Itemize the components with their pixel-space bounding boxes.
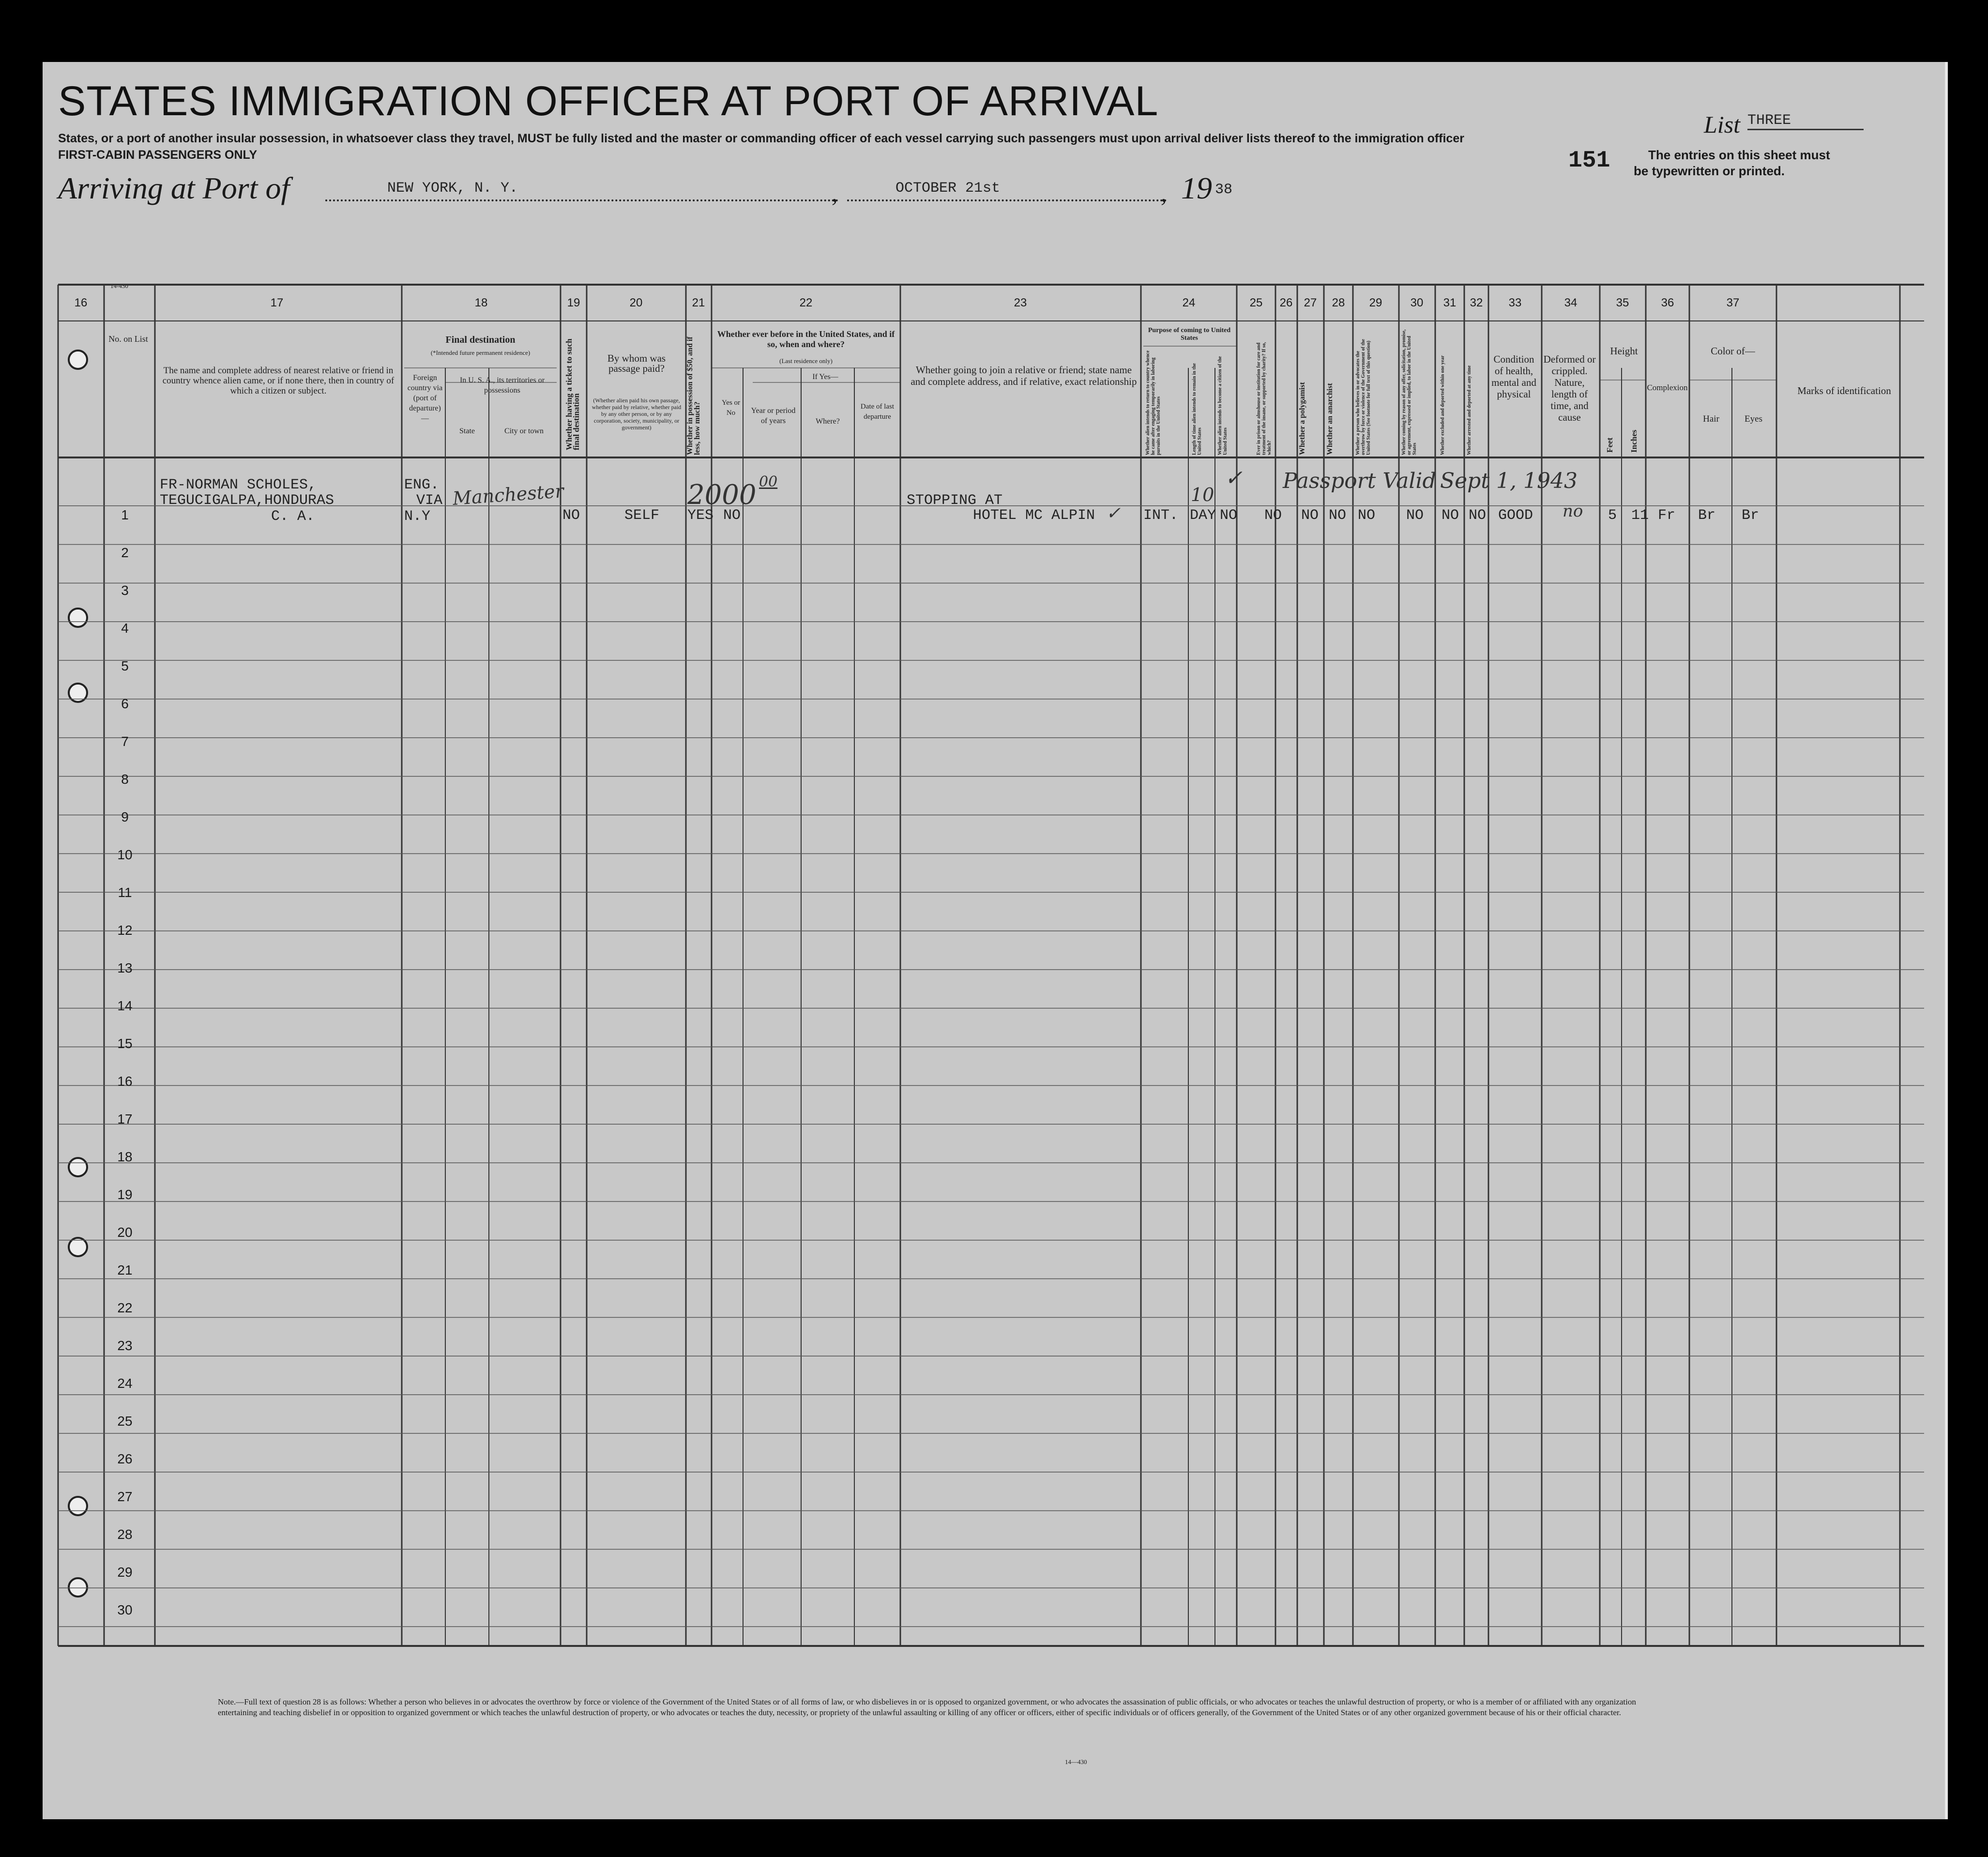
header-where: Where? xyxy=(816,417,840,426)
header-before-in-us: Whether ever before in the United States, and if so, when and where? xyxy=(717,329,895,349)
row-number: 18 xyxy=(117,1149,133,1164)
header-purpose-return: Whether alien intends to return to country whence he came after engaging temporarily in laboring pursuits in the United States xyxy=(1145,350,1161,455)
footnote: Note.—Full text of question 28 is as follows: Whether a person who believes in or advocates the overthrow by force or violence of the Government of the United States or of all forms of law, or who disbelieves in or is opposed to organized government, or who advocates the assassination of public officials, or who advocates or teaches the unlawful destruction of property, or who is a member of or affiliated with any organization entertaining and teaching disbelief in or opposition to organized government or which teaches the unlawful destruction of property, or who advocates or teaches the duty, necessity, or propriety of the unlawful assaulting or killing of any officer or officers, either of specific individuals or of officers generally, of the Government of the United States or of any other organized government because of his or their official character. xyxy=(218,1697,1636,1717)
header-anarchist: Whether an anarchist xyxy=(1326,383,1334,455)
column-number: 18 xyxy=(474,296,488,309)
list-value: THREE xyxy=(1747,112,1864,130)
column-number: 24 xyxy=(1182,296,1196,309)
header-yes-no: Yes or No xyxy=(721,399,741,417)
header-hair: Hair xyxy=(1703,414,1719,424)
city-handwritten: Manchester xyxy=(452,480,564,509)
header-overthrow: Whether a person who believes in or advocates the overthrow by force or violence of the Government of the United States (See footnote for full text of this question) xyxy=(1355,339,1371,455)
header-health: Condition of health, mental and physical xyxy=(1491,353,1536,400)
page-title: STATES IMMIGRATION OFFICER AT PORT OF ARRIVAL xyxy=(58,78,1159,124)
q31-value: NO xyxy=(1469,507,1487,524)
column-number: 35 xyxy=(1616,296,1629,309)
header-eyes: Eyes xyxy=(1745,414,1762,424)
column-number: 23 xyxy=(1014,296,1027,309)
header-year-period: Year or period of years xyxy=(751,407,796,425)
column-number: 36 xyxy=(1661,296,1674,309)
header-final-note: (*Intended future permanent residence) xyxy=(430,349,531,356)
row-number: 13 xyxy=(117,960,133,975)
column-number: 20 xyxy=(629,296,643,309)
header-feet: Feet xyxy=(1605,437,1614,453)
relative-line-1: FR-NORMAN SCHOLES, xyxy=(160,477,317,493)
header-deformed: Deformed or crippled. Nature, length of time, and cause xyxy=(1543,353,1596,423)
foreign-line-2: VIA xyxy=(416,492,443,509)
row-number: 19 xyxy=(117,1187,133,1202)
citizen-value: NO xyxy=(1220,507,1238,524)
passport-handwritten: Passport Valid xyxy=(1283,469,1436,493)
header-no-on-list: No. on List xyxy=(108,334,148,344)
column-number: 21 xyxy=(692,296,705,309)
header-height: Height xyxy=(1610,345,1638,357)
subtitle-line-1: States, or a port of another insular possession, in whatsoever class they travel, MUST be fully listed and the master or commanding officer of each vessel carrying such passengers must upon arrival deliver lists thereof to the immigration officer xyxy=(58,132,1464,145)
header-paid-note: (Whether alien paid his own passage, whether paid by relative, whether paid by any other person, or by any corporation, society, municipality, or government) xyxy=(592,397,682,431)
header-if-yes: If Yes— xyxy=(812,373,838,381)
row-number: 26 xyxy=(117,1451,133,1466)
subtitle-line-2: FIRST-CABIN PASSENGERS ONLY xyxy=(58,148,258,162)
column-number: 30 xyxy=(1410,296,1424,309)
header-labor-offer: Whether coming by reason of any offer, solicitation, promise, or agreement, expressed or implied, to labor in the United States xyxy=(1401,329,1417,455)
polygamist-value: NO xyxy=(1301,507,1319,524)
deformed-handwritten: no xyxy=(1563,502,1583,521)
row-number: 11 xyxy=(118,885,132,900)
row-number: 30 xyxy=(117,1602,133,1617)
relative-line-3: C. A. xyxy=(271,508,315,525)
header-arrested: Whether arrested and deported at any time xyxy=(1467,365,1472,455)
header-citizen: Whether alien intends to become a citizen of the United States xyxy=(1217,356,1228,455)
header-polygamist: Whether a polygamist xyxy=(1298,382,1306,455)
column-number: 25 xyxy=(1249,296,1263,309)
join-line-1: STOPPING AT xyxy=(907,492,1003,509)
list-label: List xyxy=(1704,111,1741,138)
header-paid-by: By whom was passage paid? xyxy=(607,352,666,374)
feet-value: 5 xyxy=(1608,507,1617,524)
check-mark-icon: ✓ xyxy=(1225,466,1243,490)
row-number: 29 xyxy=(117,1565,133,1580)
row-number: 21 xyxy=(117,1263,133,1278)
before-us-value: NO xyxy=(723,507,741,524)
header-excluded: Whether excluded and deported within one year xyxy=(1440,355,1445,455)
purpose-value: INT. xyxy=(1143,507,1179,524)
row-number: 22 xyxy=(117,1300,133,1315)
anarchist-value: NO xyxy=(1329,507,1347,524)
date-value: OCTOBER 21st xyxy=(895,180,1001,197)
column-number: 16 xyxy=(74,296,88,309)
foreign-line-1: ENG. xyxy=(404,477,440,493)
money-yes: YES xyxy=(687,507,714,524)
column-number: 28 xyxy=(1332,296,1345,309)
q30-value: NO xyxy=(1442,507,1459,524)
ticket-value: NO xyxy=(562,507,580,524)
entries-note-2: be typewritten or printed. xyxy=(1634,164,1785,178)
check-mark-icon: ✓ xyxy=(1106,503,1121,523)
row-number: 3 xyxy=(121,583,129,598)
row-number: 7 xyxy=(121,734,129,749)
column-number: 32 xyxy=(1470,296,1483,309)
health-value: GOOD xyxy=(1498,507,1533,524)
port-value: NEW YORK, N. Y. xyxy=(387,180,518,197)
header-prison: Ever in prison or almshouse or institution for care and treatment of the insane, or supported by charity? If so, which? xyxy=(1256,342,1272,455)
row-number: 25 xyxy=(117,1414,133,1429)
money-cents: 00 xyxy=(759,473,778,490)
q28-value: NO xyxy=(1358,507,1376,524)
header-last-departure: Date of last departure xyxy=(860,403,895,421)
column-number: 31 xyxy=(1443,296,1457,309)
column-number: 26 xyxy=(1279,296,1293,309)
header-join-relative: Whether going to join a relative or friend; state name and complete address, and if relative, exact relationship xyxy=(911,364,1137,387)
row-number: 1 xyxy=(121,507,129,522)
complexion-value: Fr xyxy=(1658,507,1676,524)
foreign-line-3: N.Y xyxy=(404,508,431,525)
row-number: 10 xyxy=(117,847,133,862)
page-number: 151 xyxy=(1568,148,1610,174)
header-color-of: Color of— xyxy=(1711,345,1755,357)
header-in-usa: In U. S. A., its territories or possessions xyxy=(459,376,545,395)
hair-value: Br xyxy=(1698,507,1716,524)
row-number: 23 xyxy=(117,1338,133,1353)
row-number: 9 xyxy=(121,809,129,824)
q29-value: NO xyxy=(1406,507,1424,524)
comma-sep: , xyxy=(1161,180,1167,207)
header-purpose: Purpose of coming to United States xyxy=(1148,327,1231,342)
column-number: 22 xyxy=(799,296,813,309)
column-number: 19 xyxy=(567,296,580,309)
passport-date-handwritten: Sept 1, 1943 xyxy=(1440,469,1578,493)
row-number: 5 xyxy=(121,658,129,673)
paid-by-value: SELF xyxy=(624,507,660,524)
row-number: 4 xyxy=(121,621,129,636)
arriving-label: Arriving at Port of xyxy=(58,171,290,205)
header-marks: Marks of identification xyxy=(1797,385,1891,396)
header-state: State xyxy=(459,427,475,435)
comma-sep: , xyxy=(832,180,838,207)
header-inches: Inches xyxy=(1629,429,1639,453)
row-number: 2 xyxy=(121,545,129,560)
header-city: City or town xyxy=(504,427,544,435)
row-number: 28 xyxy=(117,1527,133,1542)
row-number: 24 xyxy=(117,1376,133,1391)
header-ticket: Whether having a ticket to such final destination xyxy=(564,338,581,450)
header-before-note: (Last residence only) xyxy=(779,357,833,365)
row-number: 27 xyxy=(117,1489,133,1504)
row-number: 17 xyxy=(117,1111,133,1126)
join-line-2: HOTEL MC ALPIN xyxy=(973,507,1095,524)
column-number: 34 xyxy=(1564,296,1578,309)
row-number: 8 xyxy=(121,772,129,787)
column-number: 33 xyxy=(1508,296,1522,309)
row-number: 16 xyxy=(117,1074,133,1089)
header-complexion: Complexion xyxy=(1647,383,1688,392)
eyes-value: Br xyxy=(1742,507,1760,524)
row-number: 20 xyxy=(117,1225,133,1240)
column-number: 37 xyxy=(1726,296,1740,309)
header-length-stay: Length of time alien intends to remain in the United States xyxy=(1192,363,1202,455)
year-prefix: 19 xyxy=(1181,171,1212,205)
length-unit: DAY xyxy=(1190,507,1216,524)
column-number: 27 xyxy=(1304,296,1317,309)
column-number: 29 xyxy=(1369,296,1382,309)
header-relative: The name and complete address of nearest relative or friend in country whence alien came, or if none there, then in country of which a citizen or subject. xyxy=(162,365,395,396)
year-suffix: 38 xyxy=(1215,182,1233,198)
header-final-destination: Final destination xyxy=(445,335,516,345)
inches-value: 11 xyxy=(1631,507,1649,524)
header-foreign-country: Foreign country via (port of departure)— xyxy=(407,374,443,423)
money-handwritten: 2000 xyxy=(687,479,757,511)
header-money: Whether in possession of $50, and if less, how much? xyxy=(686,336,701,455)
row-number: 15 xyxy=(117,1036,133,1051)
relative-line-2: TEGUCIGALPA,HONDURAS xyxy=(160,492,334,509)
length-handwritten: 10 xyxy=(1191,484,1214,505)
prison-value: NO xyxy=(1264,507,1282,524)
row-number: 6 xyxy=(121,696,129,711)
column-number: 17 xyxy=(270,296,284,309)
footnote-form-number: 14—430 xyxy=(1065,1758,1087,1766)
form-number: 14-430 xyxy=(110,282,128,289)
entries-note-1: The entries on this sheet must xyxy=(1648,148,1830,162)
row-number: 14 xyxy=(117,998,133,1013)
row-number: 12 xyxy=(117,923,133,938)
